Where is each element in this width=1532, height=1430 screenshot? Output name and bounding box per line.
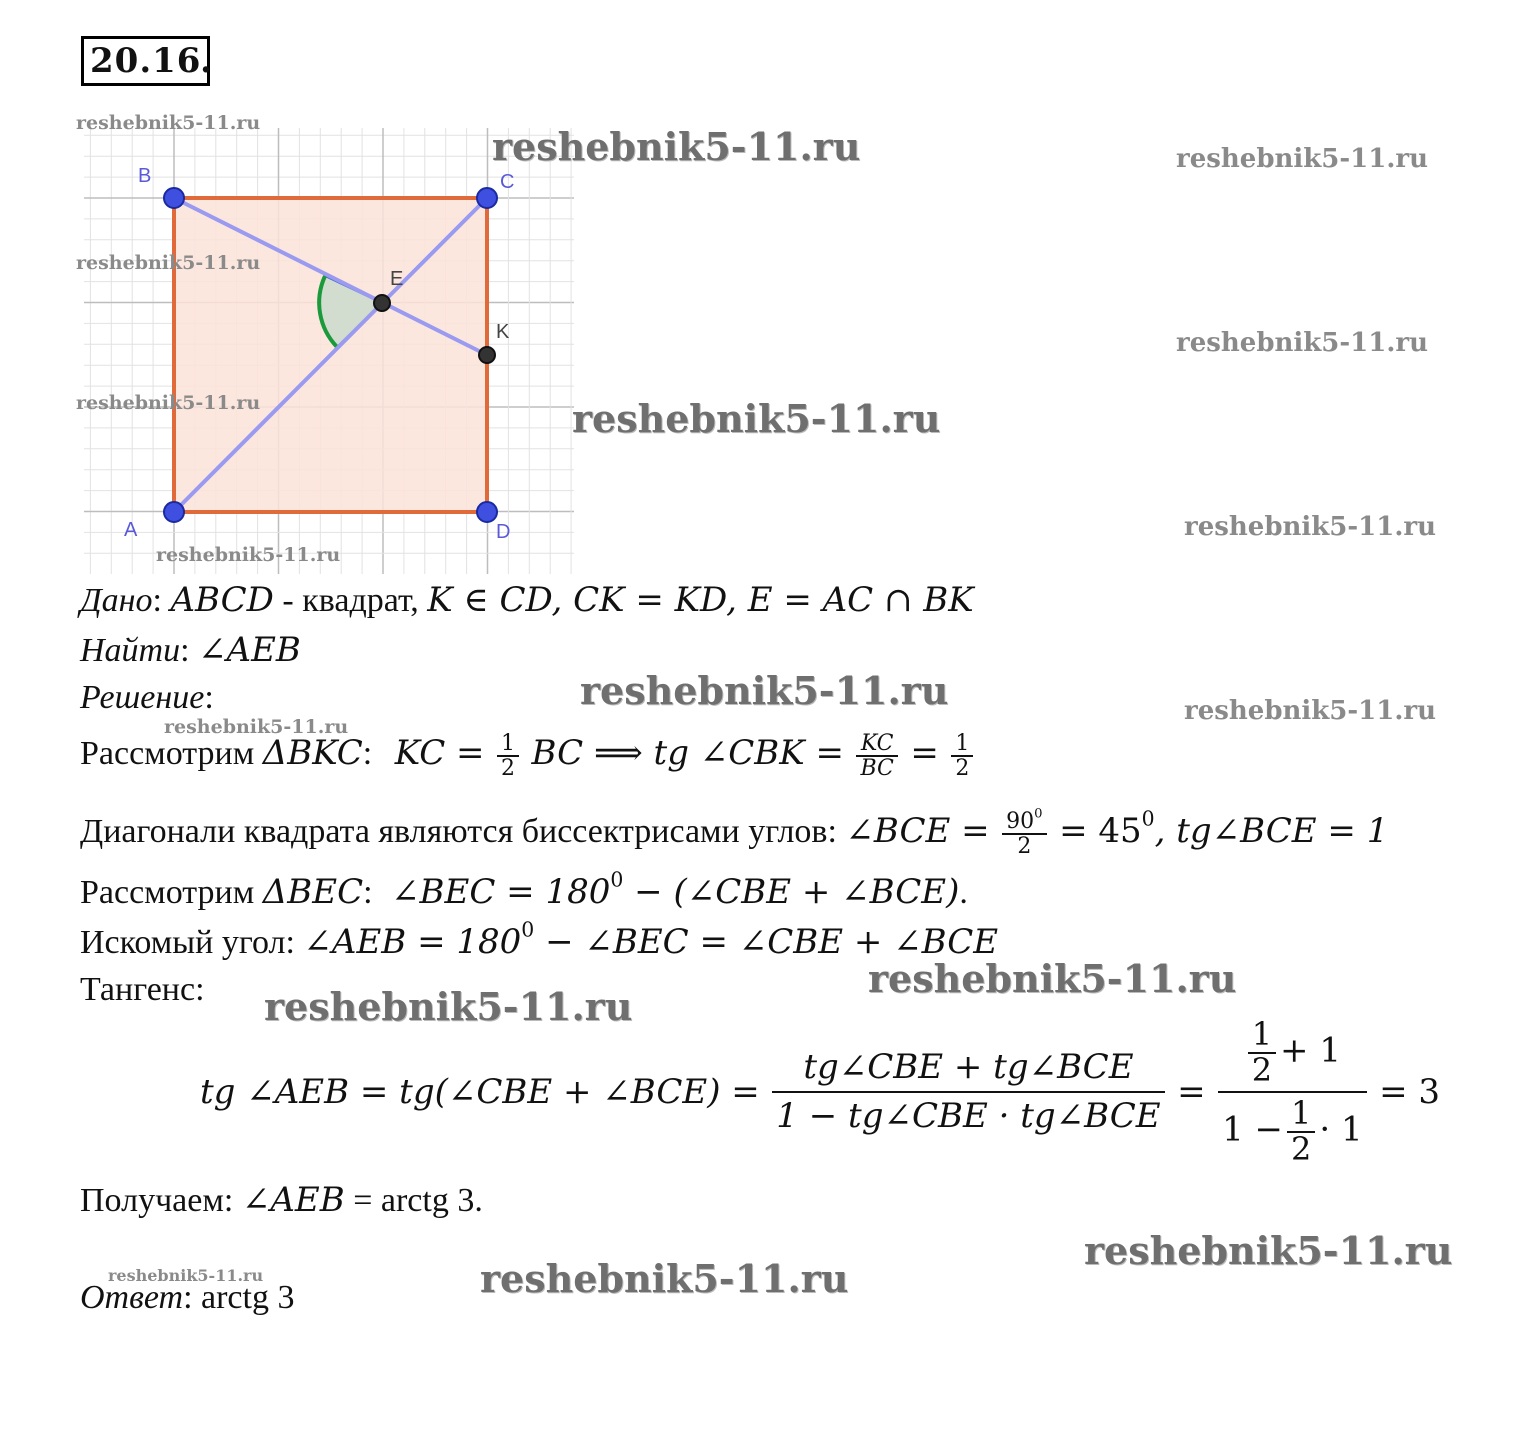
watermark: reshebnik5-11.ru <box>868 956 1237 1001</box>
label-a: A <box>124 519 138 541</box>
watermark: reshebnik5-11.ru <box>480 1256 849 1301</box>
point-a <box>164 502 184 522</box>
watermark: reshebnik5-11.ru <box>492 124 861 169</box>
point-c <box>477 188 497 208</box>
watermark: reshebnik5-11.ru <box>164 716 349 738</box>
watermark: reshebnik5-11.ru <box>572 396 941 441</box>
fraction-tangent-sum: $\frac{\text{tg∠CBE + tg∠BCE}}{\text{1 − tg∠CBE · tg∠BCE}}$ <box>772 1050 1164 1135</box>
find-value: ∠AEB <box>198 630 301 670</box>
watermark: reshebnik5-11.ru <box>76 392 261 414</box>
watermark: reshebnik5-11.ru <box>108 1266 264 1285</box>
label-b: B <box>138 165 152 187</box>
solution-line: Решение: <box>80 679 214 716</box>
point-d <box>477 502 497 522</box>
watermark: reshebnik5-11.ru <box>264 984 633 1029</box>
step-sought-angle: Искомый угол: ∠AEB = $180^0$ − ∠BEC = ∠CBE + ∠BCE <box>80 917 999 962</box>
fraction-kc-bc: $\frac{KC}{BC}$ <box>856 732 897 780</box>
answer-label: Ответ <box>80 1279 184 1316</box>
fraction-90-2: $\frac{90^0}{2}$ <box>1002 810 1046 858</box>
step-tangent-label: Тангенс: <box>80 971 205 1008</box>
step-bkc: Рассмотрим ΔBKC: KC = $\frac{1}{2}$ BC ⟹ tg ∠CBK = $\frac{KC}{BC}$ = $\frac{1}{2}$ <box>80 732 977 780</box>
problem-number-dot: . <box>200 41 212 81</box>
given-line: Дано: ABCD - квадрат, K ∈ CD, CK = KD, E = AC ∩ BK <box>80 580 974 620</box>
step-diagonals: Диагонали квадрата являются биссектрисами углов: ∠BCE = $\frac{90^0}{2}$ = $45^0$, tg∠BCE = 1 <box>80 806 1389 860</box>
watermark: reshebnik5-11.ru <box>1176 144 1429 174</box>
answer-value: arctg 3 <box>201 1279 295 1316</box>
given-square-text: - квадрат, <box>273 582 428 619</box>
fraction-one-half: $\frac{1}{2}$ <box>951 732 973 780</box>
point-k <box>479 347 495 363</box>
label-e: E <box>390 268 404 290</box>
watermark: reshebnik5-11.ru <box>1184 512 1437 542</box>
given-conditions: K ∈ CD, CK = KD, E = AC ∩ BK <box>427 580 974 620</box>
label-k: K <box>496 321 510 343</box>
given-label: Дано <box>80 582 153 619</box>
label-d: D <box>496 521 511 543</box>
watermark: reshebnik5-11.ru <box>1184 696 1437 726</box>
tangent-formula: tg ∠AEB = tg(∠CBE + ∠BCE) = $\frac{\text{tg∠CBE + tg∠BCE}}{\text{1 − tg∠CBE · tg∠BCE}}$ = $\frac{1}{2}$ + 1 1 − $\frac{1}{2}$ · 1 = 3 <box>200 1015 1441 1168</box>
watermark: reshebnik5-11.ru <box>580 668 949 713</box>
result-line: Получаем: ∠AEB = arctg 3. <box>80 1180 483 1220</box>
step-bec: Рассмотрим ΔBEC: ∠BEC = $180^0$ − (∠CBE + ∠BCE). <box>80 867 968 912</box>
label-c: C <box>500 171 515 193</box>
geometry-figure <box>84 128 574 574</box>
point-b <box>164 188 184 208</box>
problem-number: 20.16 <box>81 36 210 86</box>
find-label: Найти <box>80 632 181 669</box>
watermark: reshebnik5-11.ru <box>76 252 261 274</box>
watermark: reshebnik5-11.ru <box>1176 328 1429 358</box>
watermark: reshebnik5-11.ru <box>76 112 261 134</box>
answer-line: Ответ: arctg 3 <box>80 1279 295 1316</box>
given-square: ABCD <box>170 580 274 620</box>
fraction-one-half: $\frac{1}{2}$ <box>497 732 519 780</box>
point-e <box>374 295 390 311</box>
fraction-numeric: $\frac{1}{2}$ + 1 1 − $\frac{1}{2}$ · 1 <box>1218 1018 1367 1166</box>
solution-label: Решение <box>80 679 205 716</box>
watermark: reshebnik5-11.ru <box>1084 1228 1453 1273</box>
watermark: reshebnik5-11.ru <box>156 544 341 566</box>
find-line: Найти: ∠AEB <box>80 630 301 670</box>
